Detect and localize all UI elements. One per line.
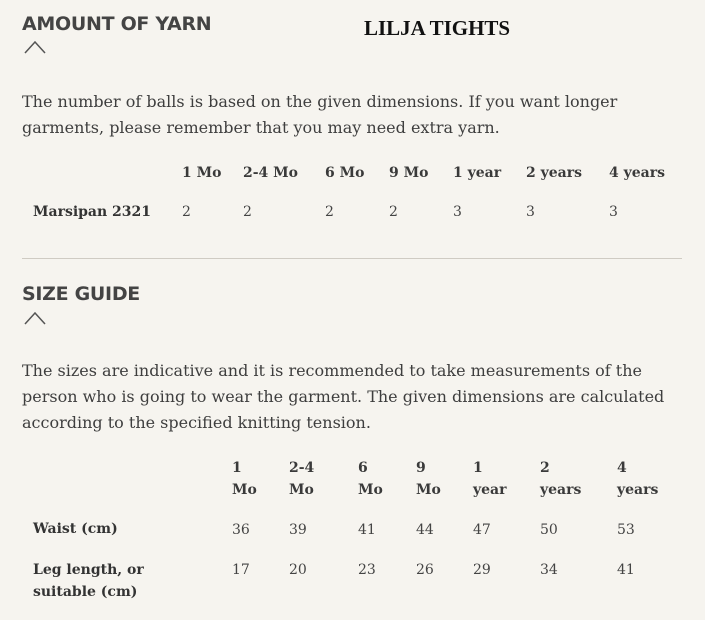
yarn-header: 6 Mo xyxy=(325,165,365,181)
size-header-bottom: Mo xyxy=(232,482,257,498)
size-row-label-line: Leg length, or xyxy=(33,562,144,578)
yarn-row-label: Marsipan 2321 xyxy=(33,204,152,220)
yarn-cell: 3 xyxy=(609,204,618,220)
size-header-bottom: Mo xyxy=(416,482,441,498)
size-section-title: SIZE GUIDE xyxy=(22,283,140,305)
document-title: LILJA TIGHTS xyxy=(364,16,511,40)
size-header-bottom: years xyxy=(540,482,582,498)
section-divider xyxy=(22,258,682,259)
size-header xyxy=(232,457,257,501)
size-header-top: 2-4 xyxy=(289,460,315,476)
size-header-bottom: Mo xyxy=(358,482,383,498)
yarn-cell: 2 xyxy=(389,204,398,220)
size-header-bottom: year xyxy=(473,482,507,498)
size-header-top: 4 xyxy=(617,460,627,476)
size-header xyxy=(473,457,507,501)
chevron-up-icon[interactable] xyxy=(24,311,46,325)
yarn-cell: 2 xyxy=(243,204,252,220)
yarn-cell: 2 xyxy=(325,204,334,220)
size-cell: 17 xyxy=(232,562,250,578)
yarn-header: 2 years xyxy=(526,165,582,181)
size-header-top: 9 xyxy=(416,460,426,476)
yarn-header: 1 Mo xyxy=(182,165,222,181)
size-header-top: 2 xyxy=(540,460,550,476)
size-cell: 41 xyxy=(358,522,376,538)
size-header xyxy=(358,457,383,501)
size-header-top: 1 xyxy=(473,460,483,476)
size-cell: 53 xyxy=(617,522,635,538)
size-header xyxy=(540,457,581,501)
size-header-bottom: Mo xyxy=(289,482,314,498)
yarn-description: The number of balls is based on the given dimensions. If you want longer garments, please remember that you may need extra yarn. xyxy=(22,92,618,137)
size-cell: 47 xyxy=(473,522,491,538)
size-header-top: 1 xyxy=(232,460,242,476)
size-cell: 39 xyxy=(289,522,307,538)
yarn-header: 9 Mo xyxy=(389,165,429,181)
yarn-header: 1 year xyxy=(453,165,502,181)
size-cell: 44 xyxy=(416,522,434,538)
chevron-up-icon[interactable] xyxy=(24,40,46,54)
size-description: The sizes are indicative and it is recommended to take measurements of the person who is going to wear the garment. The given dimensions are calculated according to the specified knitting tension. xyxy=(22,361,665,432)
size-cell: 23 xyxy=(358,562,376,578)
size-header-bottom: years xyxy=(617,482,659,498)
size-row-label xyxy=(33,559,144,603)
size-cell: 26 xyxy=(416,562,434,578)
size-cell: 34 xyxy=(540,562,558,578)
yarn-cell: 2 xyxy=(182,204,191,220)
size-cell: 20 xyxy=(289,562,307,578)
size-header xyxy=(617,457,658,501)
yarn-cell: 3 xyxy=(526,204,535,220)
yarn-section-title: AMOUNT OF YARN xyxy=(22,13,212,35)
yarn-header: 4 years xyxy=(609,165,665,181)
size-header xyxy=(289,457,314,501)
size-cell: 50 xyxy=(540,522,558,538)
size-cell: 29 xyxy=(473,562,491,578)
size-cell: 41 xyxy=(617,562,635,578)
yarn-cell: 3 xyxy=(453,204,462,220)
size-header xyxy=(416,457,441,501)
size-cell: 36 xyxy=(232,522,250,538)
size-row-label: Waist (cm) xyxy=(33,521,118,537)
size-row-label-line: suitable (cm) xyxy=(33,584,138,600)
yarn-header: 2-4 Mo xyxy=(243,165,299,181)
size-header-top: 6 xyxy=(358,460,368,476)
